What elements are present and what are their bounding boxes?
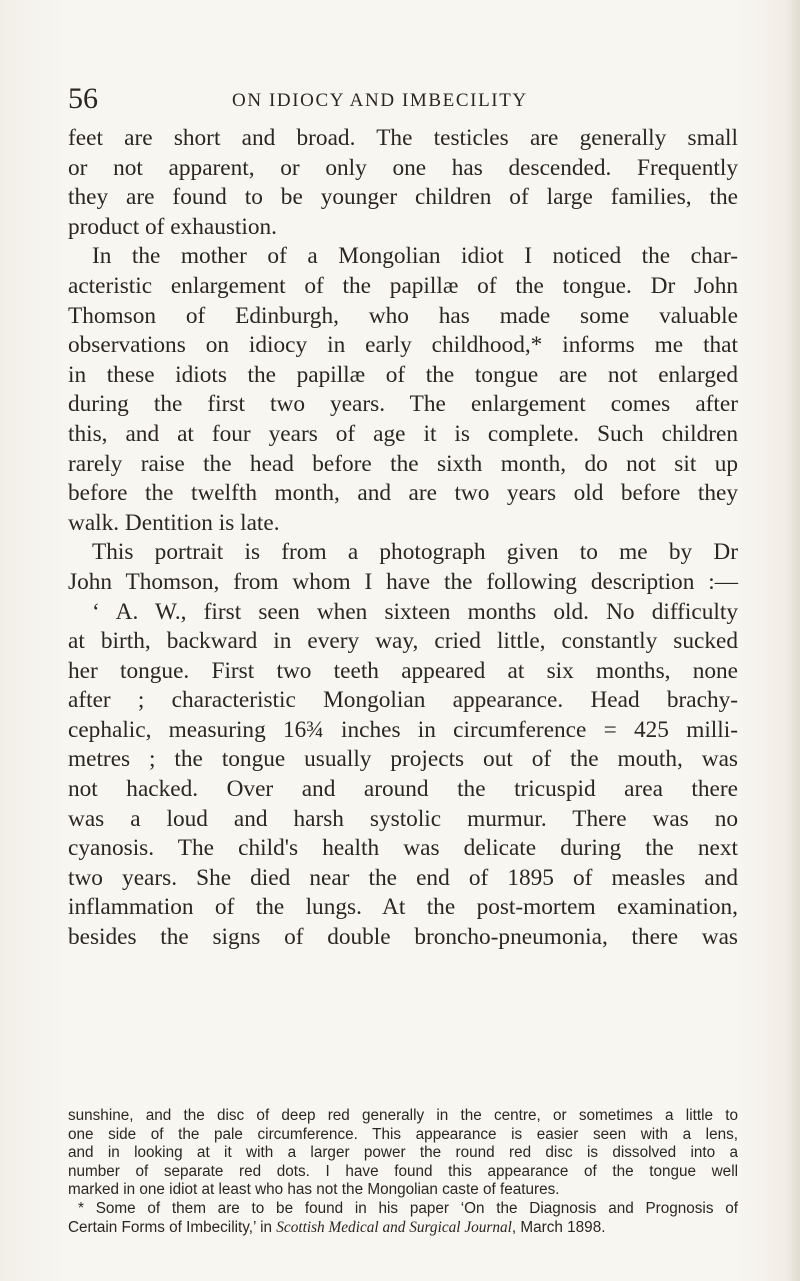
body-line: metres ; the tongue usually projects out of the mouth, was <box>68 746 738 773</box>
body-line: or not apparent, or only one has descended. Frequently <box>68 154 738 181</box>
body-line: observations on idiocy in early childhood,* informs me that <box>68 332 738 359</box>
body-line: Thomson of Edinburgh, who has made some valuable <box>68 302 738 329</box>
body-line: acteristic enlargement of the papillæ of the tongue. Dr John <box>68 272 738 299</box>
body-line: at birth, backward in every way, cried little, constantly sucked <box>68 628 738 655</box>
body-line: two years. She died near the end of 1895 of measles and <box>68 864 738 891</box>
body-line: in these idiots the papillæ of the tongue are not enlarged <box>68 361 738 388</box>
body-line: besides the signs of double broncho-pneumonia, there was <box>68 924 738 951</box>
footnote-line: one side of the pale circumference. This appearance is easier seen with a lens, <box>68 1125 738 1143</box>
footnote-citation-date: , March 1898. <box>511 1218 606 1236</box>
footnote-line: number of separate red dots. I have found this appearance of the tongue well <box>68 1162 738 1180</box>
body-line: after ; characteristic Mongolian appearance. Head brachy- <box>68 687 738 714</box>
body-line: feet are short and broad. The testicles are generally small <box>68 125 738 151</box>
footnote-line: marked in one idiot at least who has not the Mongolian caste of features. <box>68 1181 560 1199</box>
page-number: 56 <box>68 82 98 115</box>
body-line: This portrait is from a photograph given to me by Dr <box>92 539 738 566</box>
footnote-line: and in looking at it with a larger power the round red disc is dissolved into a <box>68 1144 738 1162</box>
body-line: not hacked. Over and around the tricuspid area there <box>68 776 738 803</box>
body-line: In the mother of a Mongolian idiot I noticed the char- <box>92 243 738 270</box>
running-head: ON IDIOCY AND IMBECILITY <box>232 90 528 111</box>
body-line: John Thomson, from whom I have the following description :— <box>68 568 738 595</box>
page-header <box>68 82 732 122</box>
body-line: cephalic, measuring 16¾ inches in circumference = 425 milli- <box>68 716 738 743</box>
body-line: product of exhaustion. <box>68 213 277 240</box>
body-line: before the twelfth month, and are two years old before they <box>68 480 738 507</box>
body-line: they are found to be younger children of large families, the <box>68 184 738 211</box>
body-line: during the first two years. The enlargement comes after <box>68 391 738 418</box>
body-line: was a loud and harsh systolic murmur. There was no <box>68 805 738 832</box>
page-edge-shadow <box>786 0 800 1281</box>
footnotes <box>68 1107 738 1237</box>
body-line: ‘ A. W., first seen when sixteen months old. No difficulty <box>92 598 738 625</box>
body-line: walk. Dentition is late. <box>68 509 280 536</box>
footnote-line: sunshine, and the disc of deep red generally in the centre, or sometimes a little to <box>68 1107 738 1124</box>
footnote-citation-line <box>68 1219 738 1238</box>
body-line: her tongue. First two teeth appeared at six months, none <box>68 657 738 684</box>
body-line: cyanosis. The child's health was delicate during the next <box>68 835 738 862</box>
body-line: inflammation of the lungs. At the post-mortem examination, <box>68 894 738 921</box>
journal-title: Scottish Medical and Surgical Journal <box>276 1218 512 1236</box>
body-line: this, and at four years of age it is complete. Such children <box>68 420 738 447</box>
body-line: rarely raise the head before the sixth month, do not sit up <box>68 450 738 477</box>
footnote-citation-text: Certain Forms of Imbecility,’ in <box>68 1218 277 1236</box>
body-text <box>68 124 738 953</box>
footnote-line: * Some of them are to be found in his paper ‘On the Diagnosis and Prognosis of <box>78 1199 738 1217</box>
